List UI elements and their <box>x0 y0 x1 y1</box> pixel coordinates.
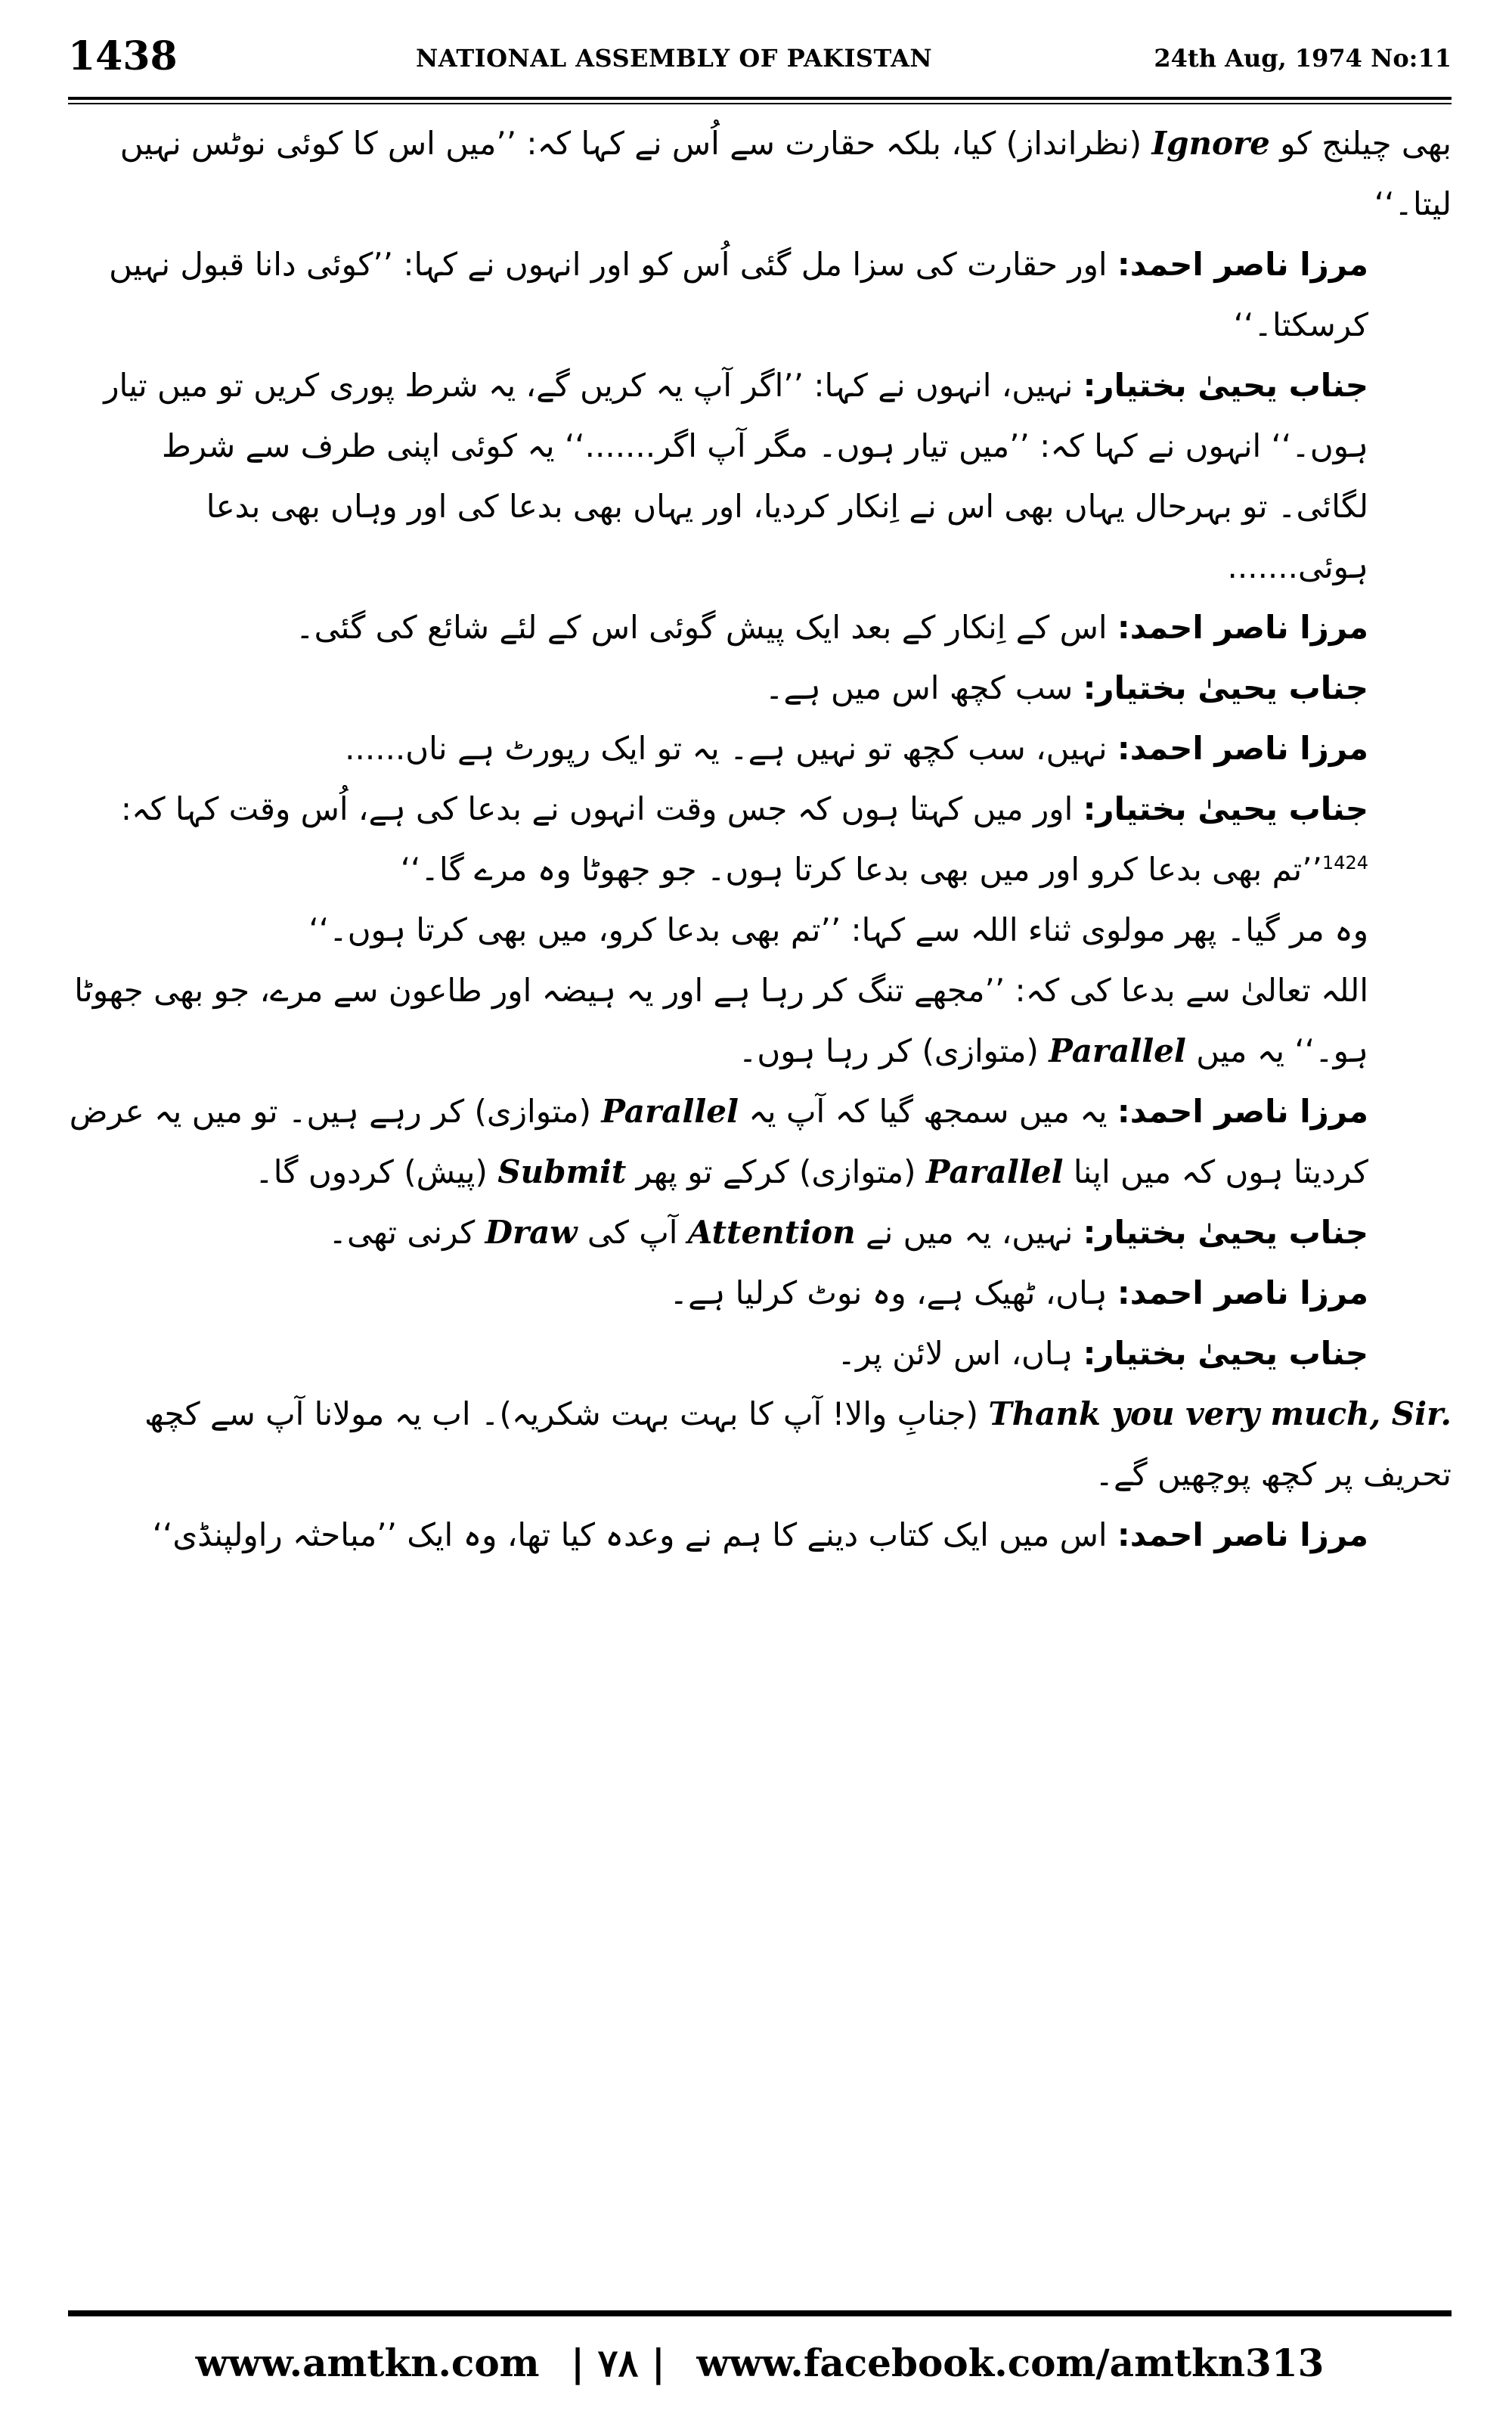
transcript-paragraph <box>68 1505 1452 1565</box>
page-footer <box>68 2329 1452 2397</box>
page-number: 1438 <box>68 33 178 79</box>
english-term: Attention <box>687 1214 856 1251</box>
paragraph-text: نہیں، انہوں نے کہا: ’’اگر آپ یہ کریں گے، یہ شرط پوری کریں تو میں تیار ہوں۔‘‘ انہوں نے کہا کہ: ’’میں تیار ہوں۔ مگر آپ اگر.......‘‘ یہ کوئی اپنی طرف سے شرط لگائی۔ تو بہرحال یہاں بھی اس نے اِنکار کردیا، اور یہاں بھی بدعا کی اور وہاں بھی بدعا ہوئی....... <box>104 367 1368 585</box>
footnote-marker: 1424 <box>1321 852 1368 873</box>
speaker-name: مرزا ناصر احمد: <box>1117 1516 1368 1553</box>
speaker-name: مرزا ناصر احمد: <box>1117 609 1368 646</box>
paragraph-text: کرنی تھی۔ <box>328 1214 485 1251</box>
session-date: 24th Aug, 1974 No:11 <box>1154 44 1452 73</box>
speaker-name: مرزا ناصر احمد: <box>1117 1274 1368 1311</box>
header-rule <box>68 97 1452 100</box>
transcript-paragraph <box>68 355 1452 597</box>
paragraph-text: (نظرانداز) کیا، بلکہ حقارت سے اُس نے کہا کہ: ’’میں اس کا کوئی نوٹس نہیں لیتا۔‘‘ <box>119 125 1452 222</box>
footer-rule <box>68 2310 1452 2316</box>
transcript-paragraph <box>68 1202 1452 1263</box>
transcript-paragraph <box>68 900 1452 960</box>
transcript-paragraph <box>68 597 1452 658</box>
transcript-paragraph <box>68 234 1452 355</box>
transcript-body <box>68 113 1452 2299</box>
transcript-paragraph <box>68 1384 1452 1505</box>
english-term: Parallel <box>1049 1032 1186 1069</box>
speaker-name: مرزا ناصر احمد: <box>1117 1093 1368 1130</box>
transcript-paragraph <box>68 779 1452 900</box>
speaker-name: جناب یحییٰ بختیار: <box>1083 367 1368 404</box>
paragraph-text: نہیں، سب کچھ تو نہیں ہے۔ یہ تو ایک رپورٹ ہے ناں...... <box>345 730 1117 767</box>
speaker-name: مرزا ناصر احمد: <box>1117 246 1368 283</box>
transcript-paragraph <box>68 718 1452 779</box>
english-term: Ignore <box>1151 125 1270 162</box>
speaker-name: مرزا ناصر احمد: <box>1117 730 1368 767</box>
english-term: Draw <box>485 1214 578 1251</box>
assembly-title: NATIONAL ASSEMBLY OF PAKISTAN <box>416 44 933 73</box>
transcript-paragraph <box>68 960 1452 1081</box>
paragraph-text: ہاں، اس لائن پر۔ <box>837 1335 1083 1372</box>
english-term: Thank you very much, Sir. <box>988 1395 1452 1432</box>
paragraph-text: اور میں کہتا ہوں کہ جس وقت انہوں نے بدعا کی ہے، اُس وقت کہا کہ: <box>120 790 1083 827</box>
paragraph-text: (متوازی) کرکے تو پھر <box>626 1153 926 1190</box>
transcript-paragraph <box>68 113 1452 234</box>
transcript-paragraph <box>68 1263 1452 1323</box>
paragraph-text: (جنابِ والا! آپ کا بہت بہت شکریہ)۔ اب یہ مولانا آپ سے کچھ تحریف پر کچھ پوچھیں گے۔ <box>144 1395 1452 1493</box>
speaker-name: جناب یحییٰ بختیار: <box>1083 790 1368 827</box>
speaker-name: جناب یحییٰ بختیار: <box>1083 669 1368 706</box>
paragraph-text: نہیں، یہ میں نے <box>855 1214 1083 1251</box>
paragraph-text: اس کے اِنکار کے بعد ایک پیش گوئی اس کے لئے شائع کی گئی۔ <box>296 609 1117 646</box>
speaker-name: جناب یحییٰ بختیار: <box>1083 1214 1368 1251</box>
footer-website-link[interactable]: www.amtkn.com <box>195 2341 540 2385</box>
paragraph-text: ’’تم بھی بدعا کرو اور میں بھی بدعا کرتا ہوں۔ جو جھوٹا وہ مرے گا۔‘‘ <box>400 851 1322 888</box>
paragraph-text: (پیش) کردوں گا۔ <box>255 1153 498 1190</box>
header-rule-thin <box>68 103 1452 104</box>
paragraph-text: یہ میں سمجھ گیا کہ آپ یہ <box>738 1093 1117 1130</box>
paragraph-text: اور حقارت کی سزا مل گئی اُس کو اور انہوں نے کہا: ’’کوئی دانا قبول نہیں کرسکتا۔‘‘ <box>109 246 1368 343</box>
transcript-paragraph <box>68 1081 1452 1202</box>
transcript-paragraph <box>68 1323 1452 1384</box>
page-header <box>68 30 1452 91</box>
paragraph-text: اس میں ایک کتاب دینے کا ہم نے وعدہ کیا تھا، وہ ایک ’’مباحثہ راولپنڈی‘‘ <box>152 1516 1117 1553</box>
english-term: Parallel <box>925 1153 1064 1190</box>
paragraph-text: آپ کی <box>577 1214 688 1251</box>
footer-page-marker: | ۷۸ | <box>571 2341 665 2385</box>
footer-facebook-link[interactable]: www.facebook.com/amtkn313 <box>696 2341 1325 2385</box>
paragraph-text: سب کچھ اس میں ہے۔ <box>764 669 1083 706</box>
paragraph-text: بھی چیلنج کو <box>1269 125 1452 162</box>
transcript-paragraph <box>68 658 1452 718</box>
paragraph-text: (متوازی) کر رہے ہیں۔ تو میں یہ عرض کردیتا ہوں کہ میں اپنا <box>69 1093 1368 1190</box>
paragraph-text: ہاں، ٹھیک ہے، وہ نوٹ کرلیا ہے۔ <box>669 1274 1117 1311</box>
paragraph-text: (متوازی) کر رہا ہوں۔ <box>738 1032 1049 1069</box>
paragraph-text: وہ مر گیا۔ پھر مولوی ثناء اللہ سے کہا: ’’تم بھی بدعا کرو، میں بھی کرتا ہوں۔‘‘ <box>308 911 1368 948</box>
english-term: Parallel <box>601 1093 739 1130</box>
english-term: Submit <box>497 1153 627 1190</box>
speaker-name: جناب یحییٰ بختیار: <box>1083 1335 1368 1372</box>
paragraph-text: اللہ تعالیٰ سے بدعا کی کہ: ’’مجھے تنگ کر رہا ہے اور یہ ہیضہ اور طاعون سے مرے، جو بھی جھوٹا ہو۔‘‘ یہ میں <box>74 972 1368 1069</box>
